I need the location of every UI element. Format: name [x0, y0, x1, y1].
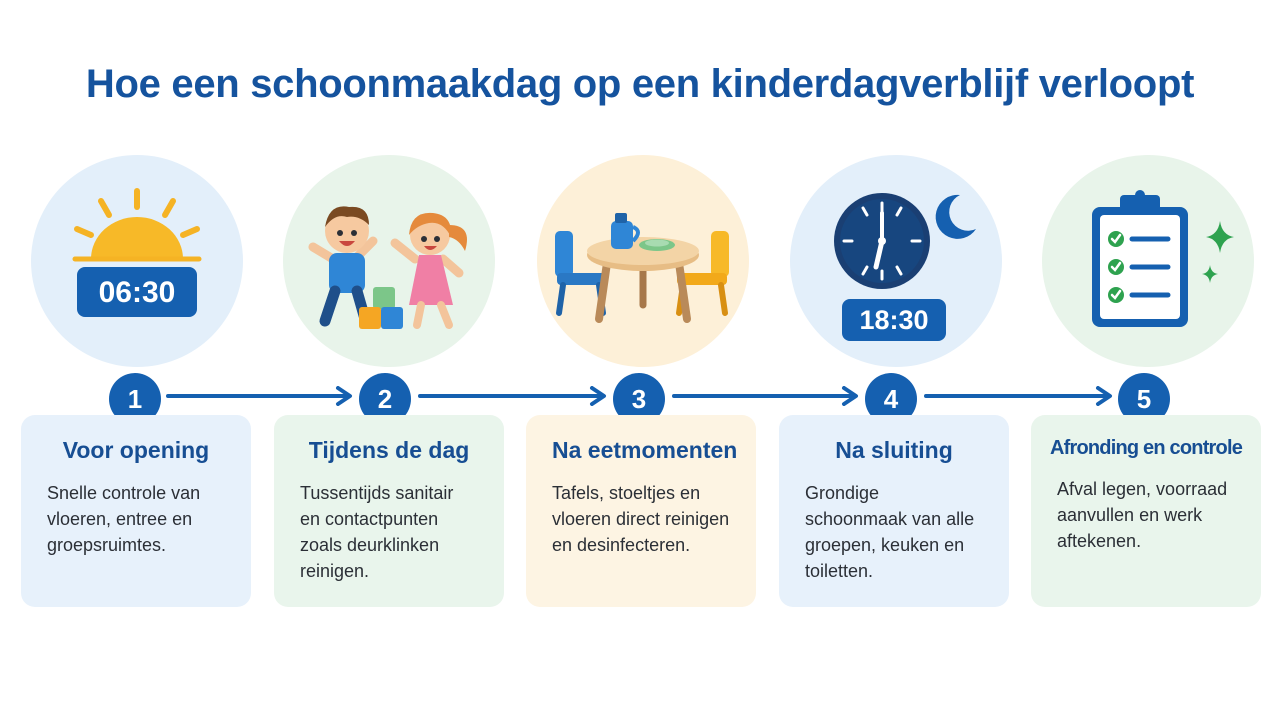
sunrise-clock-icon — [31, 155, 243, 367]
step-description: Tafels, stoeltjes en vloeren direct reinigen en desinfecteren. — [552, 483, 730, 555]
step-card-4 — [779, 415, 1009, 607]
step-card-2 — [274, 415, 504, 607]
step-number-5: 5 — [1118, 373, 1170, 425]
playing-children-icon — [283, 155, 495, 367]
step-2-illustration — [283, 155, 495, 367]
arrow-right-icon — [418, 386, 610, 406]
step-description: Grondige schoonmaak van alle groepen, keuken en toiletten. — [805, 483, 975, 581]
step-title: Voor opening — [62, 437, 210, 463]
arrow-right-icon — [166, 386, 356, 406]
step-1-illustration — [31, 155, 243, 367]
step-description: Tussentijds sanitair en contactpunten zoals deurklinken reinigen. — [300, 483, 454, 581]
step-number-4: 4 — [865, 373, 917, 425]
arrow-right-icon — [924, 386, 1116, 406]
step-description: Afval legen, voorraad aanvullen en werk aftekenen. — [1057, 479, 1228, 551]
clock-display-4: 18:30 — [859, 305, 929, 335]
step-title: Na eetmomenten — [552, 437, 738, 463]
night-clock-icon — [790, 155, 1002, 367]
step-card-5 — [1031, 415, 1261, 607]
step-5-illustration — [1042, 155, 1254, 367]
step-title: Afronding en controle — [1049, 437, 1243, 459]
step-card-3 — [526, 415, 756, 607]
page-title: Hoe een schoonmaakdag op een kinderdagverblijf verloopt — [85, 62, 1195, 106]
step-description: Snelle controle van vloeren, entree en groepsruimtes. — [47, 483, 201, 555]
step-card-1 — [21, 415, 251, 607]
step-3-illustration — [537, 155, 749, 367]
arrow-right-icon — [672, 386, 862, 406]
step-title: Na sluiting — [835, 437, 953, 463]
step-number-2: 2 — [359, 373, 411, 425]
table-chairs-icon — [537, 155, 749, 367]
step-title: Tijdens de dag — [308, 437, 470, 463]
step-4-illustration — [790, 155, 1002, 367]
step-number-1: 1 — [109, 373, 161, 425]
checklist-clipboard-icon — [1042, 155, 1254, 367]
clock-display-1: 06:30 — [98, 276, 176, 309]
step-number-3: 3 — [613, 373, 665, 425]
